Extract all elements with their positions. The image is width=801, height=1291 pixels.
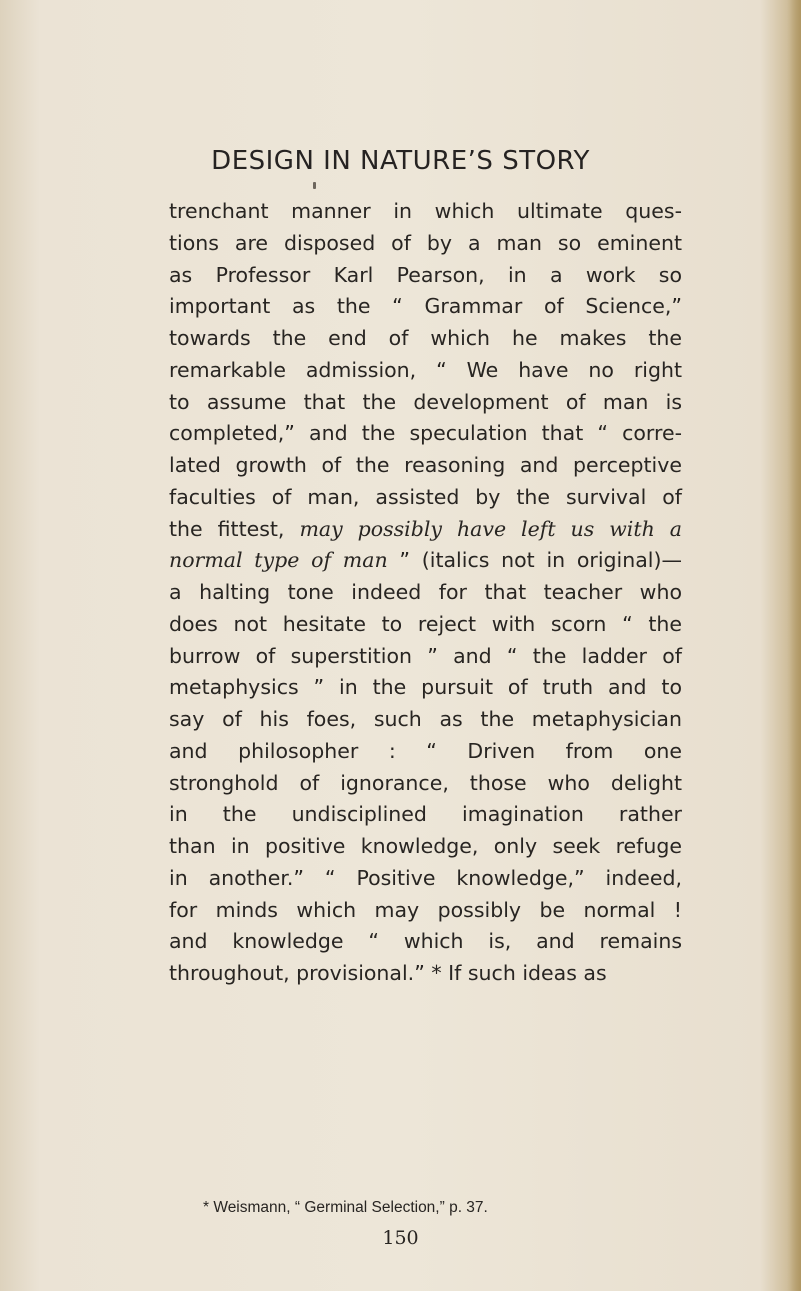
italic-fragment: normal type of man <box>169 548 388 573</box>
ink-mark <box>313 182 316 189</box>
body-text <box>169 196 682 990</box>
italic-fragment: may possibly have left us with a <box>299 516 682 541</box>
text-line: in the undisciplined imagination rather <box>169 802 682 827</box>
page-edge-shadow <box>787 0 801 1291</box>
text-fragment: the fittest, <box>169 516 285 541</box>
text-line: throughout, provisional.” * If such ideas as <box>169 961 607 985</box>
text-line: tions are disposed of by a man so eminent <box>169 230 682 255</box>
text-line: and knowledge “ which is, and remains <box>169 929 682 954</box>
text-line: say of his foes, such as the metaphysician <box>169 707 682 731</box>
text-line: metaphysics ” in the pursuit of truth and to <box>169 675 682 700</box>
text-line: stronghold of ignorance, those who delight <box>169 770 682 795</box>
text-line: faculties of man, assisted by the survival of <box>169 484 682 509</box>
text-line: trenchant manner in which ultimate ques- <box>169 199 682 223</box>
text-line: than in positive knowledge, only seek refuge <box>169 834 682 858</box>
text-line: to assume that the development of man is <box>169 389 682 414</box>
text-line: as Professor Karl Pearson, in a work so <box>169 262 682 287</box>
text-fragment: ” (italics not in original)— <box>387 548 682 573</box>
text-line: in another.” “ Positive knowledge,” indeed, <box>169 865 682 890</box>
text-line <box>169 514 682 546</box>
text-line: a halting tone indeed for that teacher who <box>169 580 682 604</box>
running-header: DESIGN IN NATURE’S STORY <box>211 146 590 176</box>
text-line: important as the “ Grammar of Science,” <box>169 294 682 319</box>
text-line: towards the end of which he makes the <box>169 326 682 350</box>
text-line: remarkable admission, “ We have no right <box>169 357 682 382</box>
text-line: does not hesitate to reject with scorn “ the <box>169 611 682 636</box>
text-line: for minds which may possibly be normal ! <box>169 897 682 922</box>
text-line: and philosopher : “ Driven from one <box>169 738 682 763</box>
page-number: 150 <box>382 1227 419 1249</box>
text-line: lated growth of the reasoning and perceptive <box>169 453 682 477</box>
footnote: * Weismann, “ Germinal Selection,” p. 37. <box>203 1199 488 1216</box>
text-line: completed,” and the speculation that “ corre- <box>169 421 682 446</box>
text-line: burrow of superstition ” and “ the ladder of <box>169 643 682 668</box>
text-line <box>169 545 682 577</box>
